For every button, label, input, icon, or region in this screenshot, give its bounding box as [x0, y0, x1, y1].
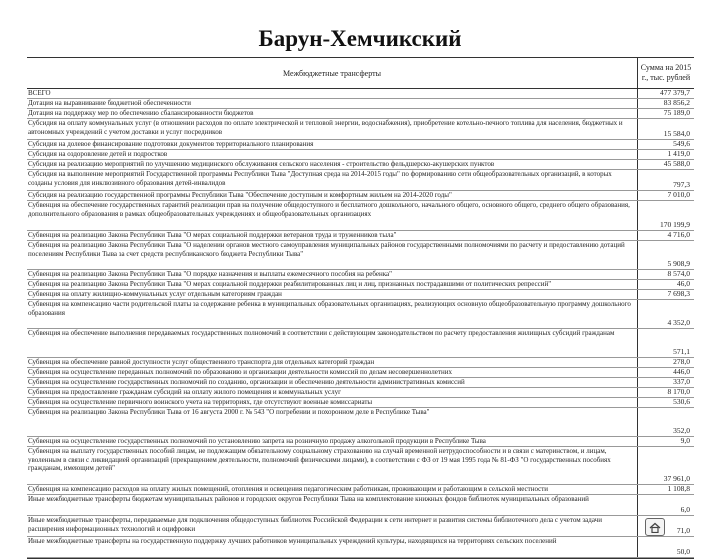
table-row — [27, 270, 694, 280]
table-row — [27, 516, 694, 537]
row-amount: 571,1 — [673, 347, 690, 357]
table-row — [27, 485, 694, 495]
row-description: Субвенция на реализацию Закона Республики Тыва "О мерах социальной поддержки ветеранов труда и труженников тыла" — [27, 231, 638, 240]
row-amount: 530,6 — [673, 397, 690, 407]
table-row — [27, 447, 694, 485]
table-row — [27, 300, 694, 329]
table-row — [27, 378, 694, 388]
transfers-table — [27, 57, 694, 559]
row-amount: 8 170,0 — [667, 387, 690, 397]
row-description: Субсидия на оплату коммунальных услуг (в отношении расходов по оплате электрической и тепловой энергии, водоснабжения), приобретение котельно-печного топлива для населения, бюджетных и автономных учреждений с учетом доставки и услуг посредников — [27, 119, 638, 139]
row-description: Субсидия на реализацию государственной программы Республики Тыва "Обеспечение доступным и комфортным жильем на 2014-2020 годы" — [27, 191, 638, 200]
row-amount: 4 716,0 — [667, 230, 690, 240]
table-row — [27, 329, 694, 358]
row-amount: 477 379,7 — [660, 88, 690, 98]
header-description: Межбюджетные трансферты — [27, 58, 638, 88]
table-row — [27, 140, 694, 150]
table-row — [27, 119, 694, 140]
table-row — [27, 368, 694, 378]
row-amount: 71,0 — [676, 526, 690, 536]
header-amount: Сумма на 2015 г., тыс. рублей — [640, 63, 692, 82]
row-description: Субвенция на осуществление переданных полномочий по образованию и организации деятельности комиссий по делам несовершеннолетних — [27, 368, 638, 377]
row-description: Субсидия на долевое финансирование подготовки документов территориального планирования — [27, 140, 638, 149]
row-amount: 15 584,0 — [663, 129, 690, 139]
row-amount: 1 419,0 — [667, 149, 690, 159]
row-description: Субвенция на компенсацию части родительской платы за содержание ребенка в муниципальных образовательных организациях, реализующих основную общеобразовательную программу дошкольного образования — [27, 300, 638, 328]
row-amount: 797,3 — [673, 180, 690, 190]
home-icon — [649, 522, 661, 533]
row-amount: 352,0 — [673, 426, 690, 436]
row-amount: 337,0 — [673, 377, 690, 387]
row-description: ВСЕГО — [27, 89, 638, 98]
row-description: Дотация на выравнивание бюджетной обеспеченности — [27, 99, 638, 108]
table-row — [27, 437, 694, 447]
row-description: Субвенция на обеспечение государственных гарантий реализации прав на получение общедоступного и бесплатного дошкольного, начального общего, основного общего, среднего общего образования, дополнительного образования в рамках общеобразовательных учреждениях и общеобразовательных организациях — [27, 201, 638, 230]
row-description: Субвенция на реализацию Закона Республики Тыва "О мерах социальной поддержки реабилитированных лиц и лиц, признанных пострадавшими от политических репрессий" — [27, 280, 638, 289]
table-row — [27, 201, 694, 231]
row-description: Иные межбюджетные трансферты на государственную поддержку лучших работников муниципальных учреждений культуры, находящихся на территориях сельских поселений — [27, 537, 638, 557]
row-description: Дотация на поддержку мер по обеспечению сбалансированности бюджетов — [27, 109, 638, 118]
table-row — [27, 231, 694, 241]
table-row — [27, 109, 694, 119]
table-row — [27, 170, 694, 191]
row-amount: 7 698,3 — [667, 289, 690, 299]
row-amount: 37 961,0 — [663, 474, 690, 484]
table-row — [27, 495, 694, 516]
row-description: Субвенция на осуществление государственных полномочий по установлению запрета на розничную продажу алкогольной продукции в Республике Тыва — [27, 437, 638, 446]
row-amount: 45 588,0 — [663, 159, 690, 169]
row-description: Субвенция на предоставление гражданам субсидий на оплату жилого помещения и коммунальных услуг — [27, 388, 638, 397]
home-button[interactable] — [645, 518, 665, 536]
row-description: Субвенция на осуществление первичного воинского учета на территориях, где отсутствуют военные комиссариаты — [27, 398, 638, 407]
row-description: Субвенция на реализацию Закона Республики Тыва "О наделении органов местного самоуправления муниципальных районов государственными полномочиями по расчету и предоставлению дотаций поселениям Республики Тыва за счет средств республиканского бюджета Республики Тыва" — [27, 241, 638, 269]
row-amount: 46,0 — [676, 279, 690, 289]
table-row — [27, 150, 694, 160]
row-amount: 8 574,0 — [667, 269, 690, 279]
table-row — [27, 388, 694, 398]
row-description: Субвенция на реализацию Закона Республики Тыва "О порядке назначения и выплаты ежемесячного пособия на ребенка" — [27, 270, 638, 279]
table-row — [27, 191, 694, 201]
row-amount: 7 010,0 — [667, 190, 690, 200]
row-description: Субвенция на выплату государственных пособий лицам, не подлежащим обязательному социальному страхованию на случай временной нетрудоспособности и в связи с материнством, и лицам, уволенным в связи с ликвидацией организаций (прекращением деятельности, полномочий физическими лицами), в соответствии с ФЗ от 19 мая 1995 года № 81-ФЗ "О государственных пособиях гражданам, имеющим детей" — [27, 447, 638, 484]
table-row — [27, 290, 694, 300]
table-row — [27, 408, 694, 437]
row-amount: 278,0 — [673, 357, 690, 367]
row-description: Субсидия на выполнение мероприятий Государственной программы Республики Тыва "Доступная среда на 2014-2015 годы" по формированию сети общеобразовательных организаций, в которых созданы условия для инклюзивного образования детей-инвалидов — [27, 170, 638, 190]
table-row — [27, 398, 694, 408]
row-description: Субвенция на компенсацию расходов на оплату жилых помещений, отопления и освещения педагогическим работникам, проживающим и работающим в сельской местности — [27, 485, 638, 494]
row-amount: 83 856,2 — [663, 98, 690, 108]
row-amount: 75 189,0 — [663, 108, 690, 118]
table-header — [27, 58, 694, 89]
row-amount: 6,0 — [680, 505, 690, 515]
table-row — [27, 99, 694, 109]
row-description: Субвенция на обеспечение равной доступности услуг общественного транспорта для отдельных категорий граждан — [27, 358, 638, 367]
row-amount: 5 908,9 — [667, 259, 690, 269]
row-description: Субвенция на осуществление государственных полномочий по созданию, организации и обеспечению деятельности административных комиссий — [27, 378, 638, 387]
row-amount: 446,0 — [673, 367, 690, 377]
row-description: Иные межбюджетные трансферты, передаваемые для подключения общедоступных библиотек Российской Федерации к сети интернет и развития системы библиотечного дела с учетом задачи расширения информационных технологий и оцифровки — [27, 516, 638, 536]
table-row — [27, 358, 694, 368]
table-row — [27, 160, 694, 170]
table-body — [27, 89, 694, 558]
row-description: Субвенция на оплату жилищно-коммунальных услуг отдельным категориям граждан — [27, 290, 638, 299]
table-row — [27, 241, 694, 270]
row-description: Иные межбюджетные трансферты бюджетам муниципальных районов и городских округов Республики Тыва на комплектование книжных фондов библиотек муниципальных образований — [27, 495, 638, 515]
row-amount: 50,0 — [676, 547, 690, 557]
page-title: Барун-Хемчикский — [258, 26, 462, 51]
row-amount: 1 108,8 — [667, 484, 690, 494]
row-description: Субвенция на обеспечение выполнения передаваемых государственных полномочий в соответствии с действующим законодательством по расчету предоставления жилищных субсидий гражданам — [27, 329, 638, 357]
table-row — [27, 89, 694, 99]
row-description: Субсидия на реализацию мероприятий по улучшению медицинского обслуживания сельского населения - строительство фельдшерско-акушерских пунктов — [27, 160, 638, 169]
row-amount: 549,6 — [673, 139, 690, 149]
row-description: Субсидия на оздоровление детей и подростков — [27, 150, 638, 159]
row-amount: 4 352,0 — [667, 318, 690, 328]
table-row — [27, 537, 694, 558]
row-amount: 9,0 — [680, 436, 690, 446]
row-description: Субвенция на реализацию Закона Республики Тыва от 16 августа 2000 г. № 543 "О погребении и похоронном деле в Республике Тыва" — [27, 408, 638, 436]
row-amount: 170 199,9 — [660, 220, 690, 230]
table-row — [27, 280, 694, 290]
